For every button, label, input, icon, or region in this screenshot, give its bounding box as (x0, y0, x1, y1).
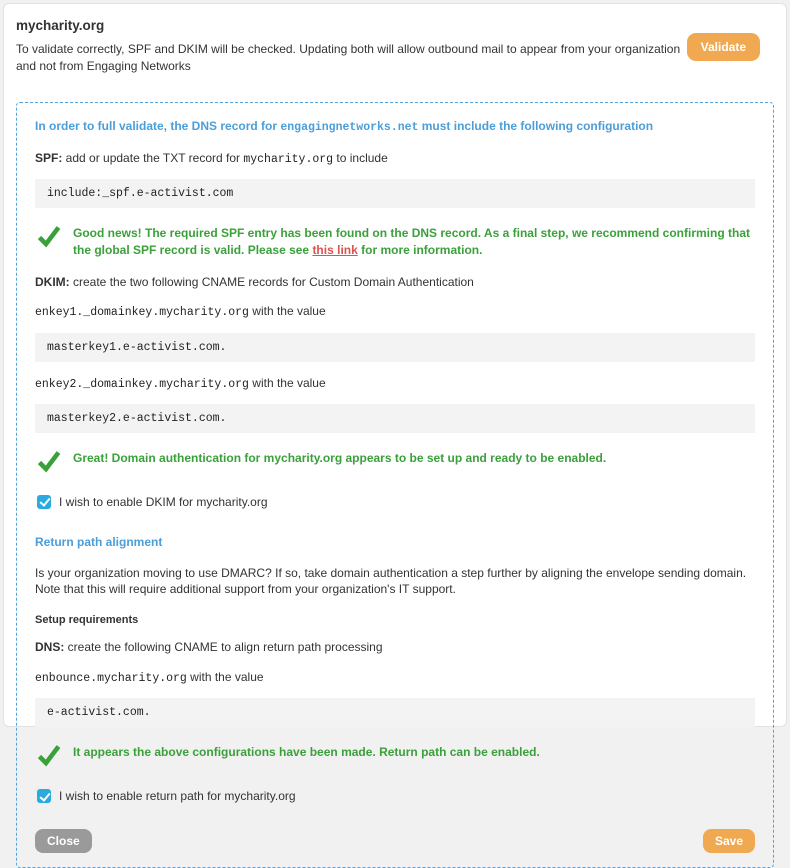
dkim-record-2-host-line (35, 375, 755, 393)
spf-status-message (73, 224, 755, 260)
dns-label: DNS: (35, 640, 65, 655)
validate-button[interactable]: Validate (687, 33, 760, 61)
save-button[interactable]: Save (703, 829, 755, 853)
intro-heading (35, 119, 755, 134)
check-icon (37, 449, 61, 473)
dkim-record-1-value-text: masterkey1.e-activist.com. (47, 340, 227, 354)
check-icon (37, 743, 61, 767)
check-icon (37, 224, 61, 248)
dkim-record-1-value (35, 333, 755, 362)
return-path-enable-row (37, 789, 755, 803)
return-path-checkbox-label[interactable]: I wish to enable return path for mycharity.org (59, 789, 296, 804)
dkim-record-2-value (35, 404, 755, 433)
dkim-label: DKIM: (35, 274, 70, 289)
domain-validation-panel (3, 3, 787, 849)
return-path-description: Is your organization moving to use DMARC? If so, take domain authentication a step further by aligning the envelope sending domain. Note that this will require additional support from your organization's IT support. (35, 565, 747, 597)
dns-text: create the following CNAME to align return path processing (64, 640, 383, 655)
dkim-record-2-value-text: masterkey2.e-activist.com. (47, 411, 227, 425)
return-path-host-suffix: with the value (186, 670, 264, 685)
page-title: mycharity.org (16, 18, 105, 33)
header-description: To validate correctly, SPF and DKIM will be checked. Updating both will allow outbound mail to appear from your organization and not from Engaging Networks (16, 42, 681, 74)
return-path-value (35, 698, 755, 727)
dkim-record-1-suffix: with the value (248, 304, 326, 319)
dns-config-box (16, 102, 774, 868)
dkim-instruction (35, 274, 755, 291)
spf-record-text: include:_spf.e-activist.com (47, 186, 234, 200)
dkim-checkbox-label[interactable]: I wish to enable DKIM for mycharity.org (59, 494, 268, 509)
spf-status-after-link: for more information. (357, 243, 483, 258)
spf-record-value (35, 179, 755, 208)
dkim-text: create the two following CNAME records for Custom Domain Authentication (69, 274, 474, 289)
spf-label: SPF: (35, 150, 63, 165)
header (16, 16, 774, 76)
spf-instruction (35, 150, 755, 168)
return-path-checkbox[interactable] (37, 789, 51, 803)
intro-domain: engagingnetworks.net (280, 120, 419, 134)
dkim-status-message: Great! Domain authentication for mycharity.org appears to be set up and ready to be enabled. (73, 450, 607, 465)
close-button[interactable]: Close (35, 829, 92, 853)
return-path-heading: Return path alignment (35, 534, 163, 549)
dkim-record-2-suffix: with the value (248, 375, 326, 390)
dns-instruction (35, 639, 755, 656)
dkim-enable-row (37, 495, 755, 509)
return-path-status-row (37, 743, 755, 767)
intro-prefix: In order to full validate, the DNS record for (35, 118, 281, 133)
footer (35, 829, 755, 853)
intro-suffix: must include the following configuration (418, 118, 654, 133)
dkim-record-2-host: enkey2._domainkey.mycharity.org (35, 377, 249, 391)
dkim-status-row (37, 449, 755, 473)
dkim-record-1-host-line (35, 303, 755, 321)
return-path-status-message: It appears the above configurations have been made. Return path can be enabled. (73, 745, 540, 760)
spf-text-before: add or update the TXT record for (62, 150, 244, 165)
return-path-host: enbounce.mycharity.org (35, 672, 187, 686)
dkim-checkbox[interactable] (37, 495, 51, 509)
spf-domain: mycharity.org (243, 152, 334, 166)
return-path-host-line (35, 669, 755, 687)
setup-requirements-label: Setup requirements (35, 614, 139, 627)
dkim-record-1-host: enkey1._domainkey.mycharity.org (35, 306, 249, 320)
spf-status-before-link: Good news! The required SPF entry has been found on the DNS record. As a final step, we recommend confirming that the global SPF record is valid. Please see (73, 225, 750, 258)
return-path-value-text: e-activist.com. (47, 706, 151, 720)
spf-text-after: to include (333, 150, 388, 165)
spf-status-row (37, 224, 755, 260)
spf-info-link[interactable]: this link (312, 243, 358, 258)
header-text (16, 18, 687, 76)
